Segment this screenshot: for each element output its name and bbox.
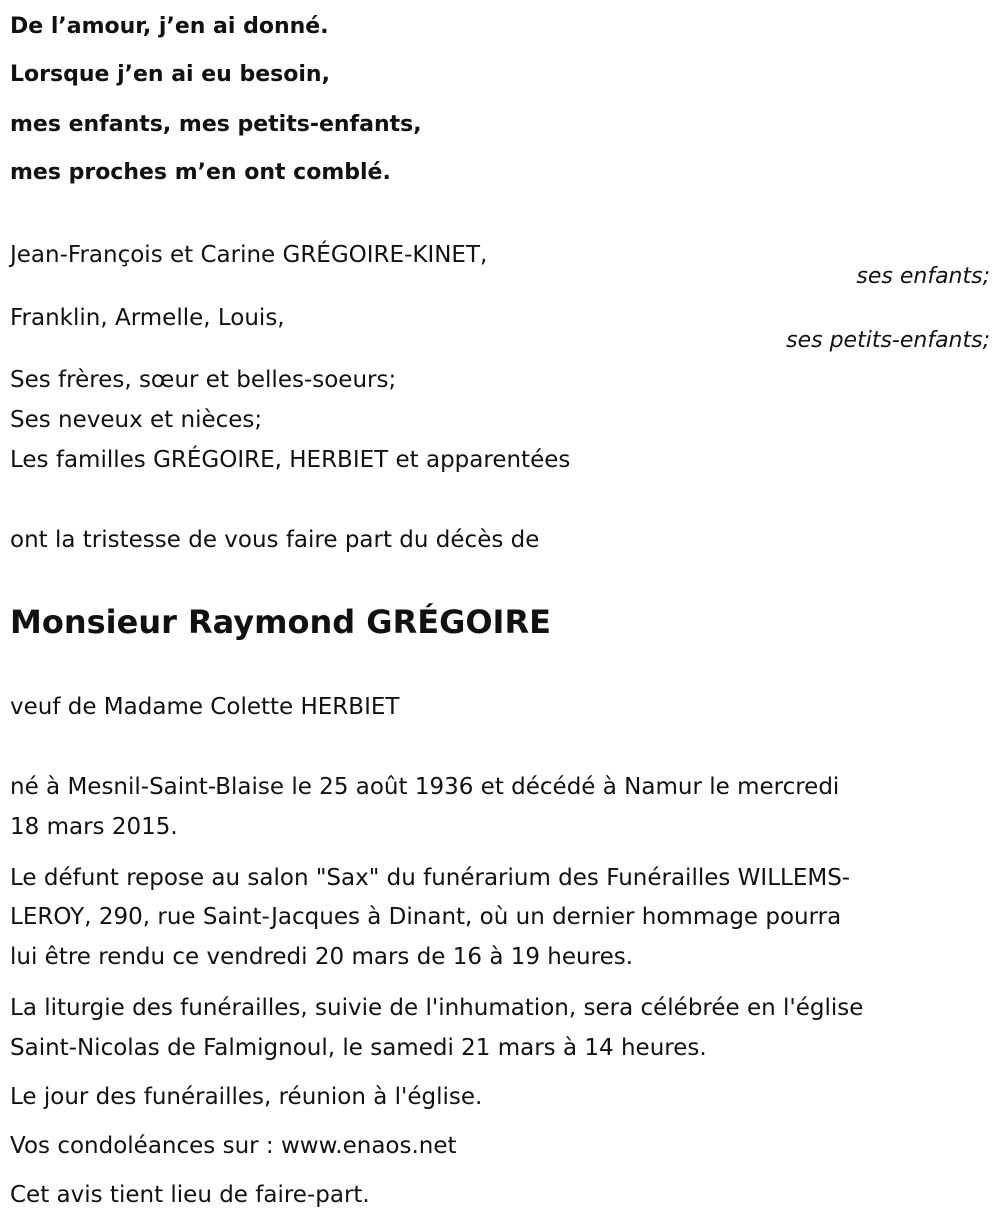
grandchildren-role: ses petits-enfants; bbox=[786, 328, 990, 353]
children-role: ses enfants; bbox=[856, 264, 990, 289]
condolences-info: Vos condoléances sur : www.enaos.net bbox=[10, 1133, 457, 1159]
birth-death-line: 18 mars 2015. bbox=[10, 814, 178, 840]
viewing-line: lui être rendu ce vendredi 20 mars de 16 à 19 heures. bbox=[10, 944, 634, 970]
birth-death-line: né à Mesnil-Saint-Blaise le 25 août 1936 et décédé à Namur le mercredi bbox=[10, 774, 840, 800]
poem-line: De l’amour, j’en ai donné. bbox=[10, 14, 329, 39]
notice-text: Cet avis tient lieu de faire-part. bbox=[10, 1182, 370, 1208]
poem-line: Lorsque j’en ai eu besoin, bbox=[10, 62, 330, 87]
liturgy-line: La liturgie des funérailles, suivie de l'inhumation, sera célébrée en l'église bbox=[10, 995, 864, 1021]
poem-line: mes proches m’en ont comblé. bbox=[10, 160, 391, 185]
announcement: ont la tristesse de vous faire part du décès de bbox=[10, 527, 540, 553]
liturgy-line: Saint-Nicolas de Falmignoul, le samedi 21 mars à 14 heures. bbox=[10, 1035, 707, 1061]
grandchildren-names: Franklin, Armelle, Louis, bbox=[10, 305, 285, 331]
poem-line: mes enfants, mes petits-enfants, bbox=[10, 112, 422, 137]
deceased-name: Monsieur Raymond GRÉGOIRE bbox=[10, 603, 551, 641]
viewing-line: Le défunt repose au salon "Sax" du funérarium des Funérailles WILLEMS- bbox=[10, 865, 851, 891]
meeting-info: Le jour des funérailles, réunion à l'église. bbox=[10, 1084, 483, 1110]
viewing-line: LEROY, 290, rue Saint-Jacques à Dinant, où un dernier hommage pourra bbox=[10, 904, 842, 930]
children-names: Jean-François et Carine GRÉGOIRE-KINET, bbox=[10, 242, 488, 268]
widower-of: veuf de Madame Colette HERBIET bbox=[10, 694, 400, 720]
other-family: Ses neveux et nièces; bbox=[10, 407, 263, 433]
other-family: Les familles GRÉGOIRE, HERBIET et apparentées bbox=[10, 447, 571, 473]
other-family: Ses frères, sœur et belles-soeurs; bbox=[10, 367, 397, 393]
